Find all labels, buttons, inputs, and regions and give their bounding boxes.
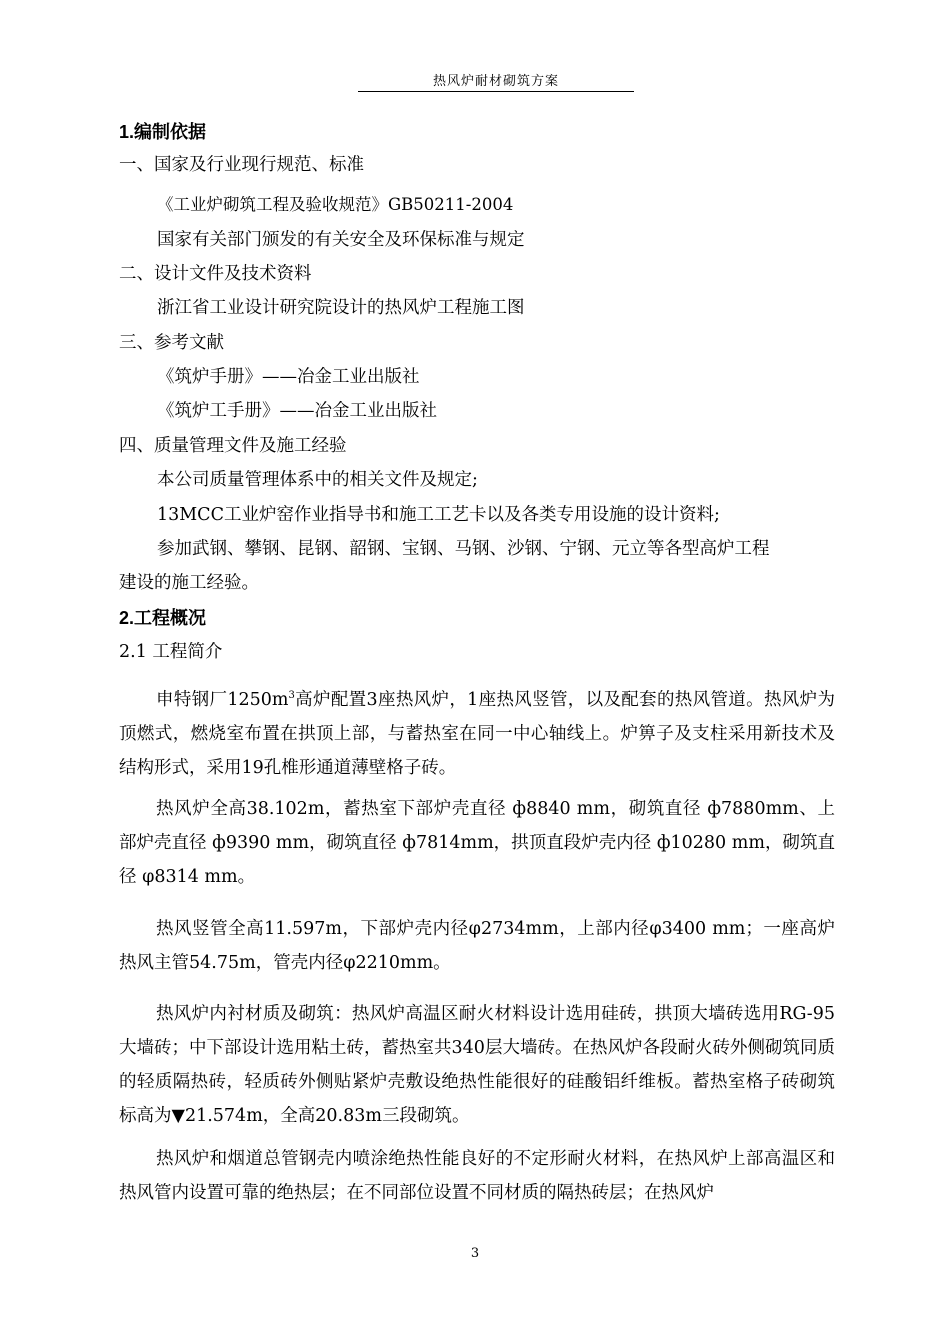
reference-line: 本公司质量管理体系中的相关文件及规定; <box>157 470 478 490</box>
subsection-1-1: 一、国家及行业现行规范、标准 <box>119 155 364 175</box>
subsection-1-3: 三、参考文献 <box>119 333 224 353</box>
paragraph: 热风竖管全高11.597m，下部炉壳内径φ2734mm，上部内径φ3400 mm；一座高炉热风主管54.75m，管壳内径φ2210mm。 <box>119 919 835 973</box>
subsection-2-1: 2.1 工程简介 <box>119 642 223 662</box>
header-title: 热风炉耐材砌筑方案 <box>432 74 559 89</box>
reference-line: 《工业炉砌筑工程及验收规范》GB50211-2004 <box>157 195 514 214</box>
paragraph: 申特钢厂$1250m^3$高炉配置3座热风炉，1座热风竖管，以及配套的热风管道。热风炉为顶燃式，燃烧室布置在拱顶上部，与蓄热室在同一中心轴线上。炉箅子及支柱采用新技术及结构形式，采用19孔椎形通道薄壁格子砖。 <box>119 690 835 778</box>
paragraph: 热风炉和烟道总管钢壳内喷涂绝热性能良好的不定形耐火材料，在热风炉上部高温区和热风管内设置可靠的绝热层；在不同部位设置不同材质的隔热砖层；在热风炉 <box>119 1149 835 1203</box>
subsection-1-4: 四、质量管理文件及施工经验 <box>119 436 347 456</box>
section-1-heading: 1.编制依据 <box>119 122 207 142</box>
page-header <box>358 70 634 92</box>
reference-line: 国家有关部门颁发的有关安全及环保标准与规定 <box>157 230 525 250</box>
subsection-1-2: 二、设计文件及技术资料 <box>119 264 312 284</box>
section-2-heading: 2.工程概况 <box>119 608 207 628</box>
paragraph: 热风炉全高38.102m，蓄热室下部炉壳直径 ф8840 mm，砌筑直径 ф7880mm、上部炉壳直径 ф9390 mm，砌筑直径 ф7814mm，拱顶直段炉壳内径 ф10280 mm，砌筑直径 φ8314 mm。 <box>119 799 835 887</box>
reference-line: 13MCC工业炉窑作业指导书和施工工艺卡以及各类专用设施的设计资料; <box>157 505 720 525</box>
reference-line: 参加武钢、攀钢、昆钢、韶钢、宝钢、马钢、沙钢、宁钢、元立等各型高炉工程 <box>157 539 770 559</box>
reference-line: 《筑炉手册》——冶金工业出版社 <box>157 367 420 387</box>
reference-line: 《筑炉工手册》——冶金工业出版社 <box>157 401 437 421</box>
paragraph: 热风炉内衬材质及砌筑：热风炉高温区耐火材料设计选用硅砖，拱顶大墙砖选用RG-95大墙砖；中下部设计选用粘土砖，蓄热室共340层大墙砖。在热风炉各段耐火砖外侧砌筑同质的轻质隔热砖，轻质砖外侧贴紧炉壳敷设绝热性能很好的硅酸铝纤维板。蓄热室格子砖砌筑标高为▼21.574m，全高20.83m三段砌筑。 <box>119 1004 835 1126</box>
reference-line: 浙江省工业设计研究院设计的热风炉工程施工图 <box>157 298 525 318</box>
page-number: 3 <box>470 1246 480 1261</box>
reference-line: 建设的施工经验。 <box>119 573 259 593</box>
